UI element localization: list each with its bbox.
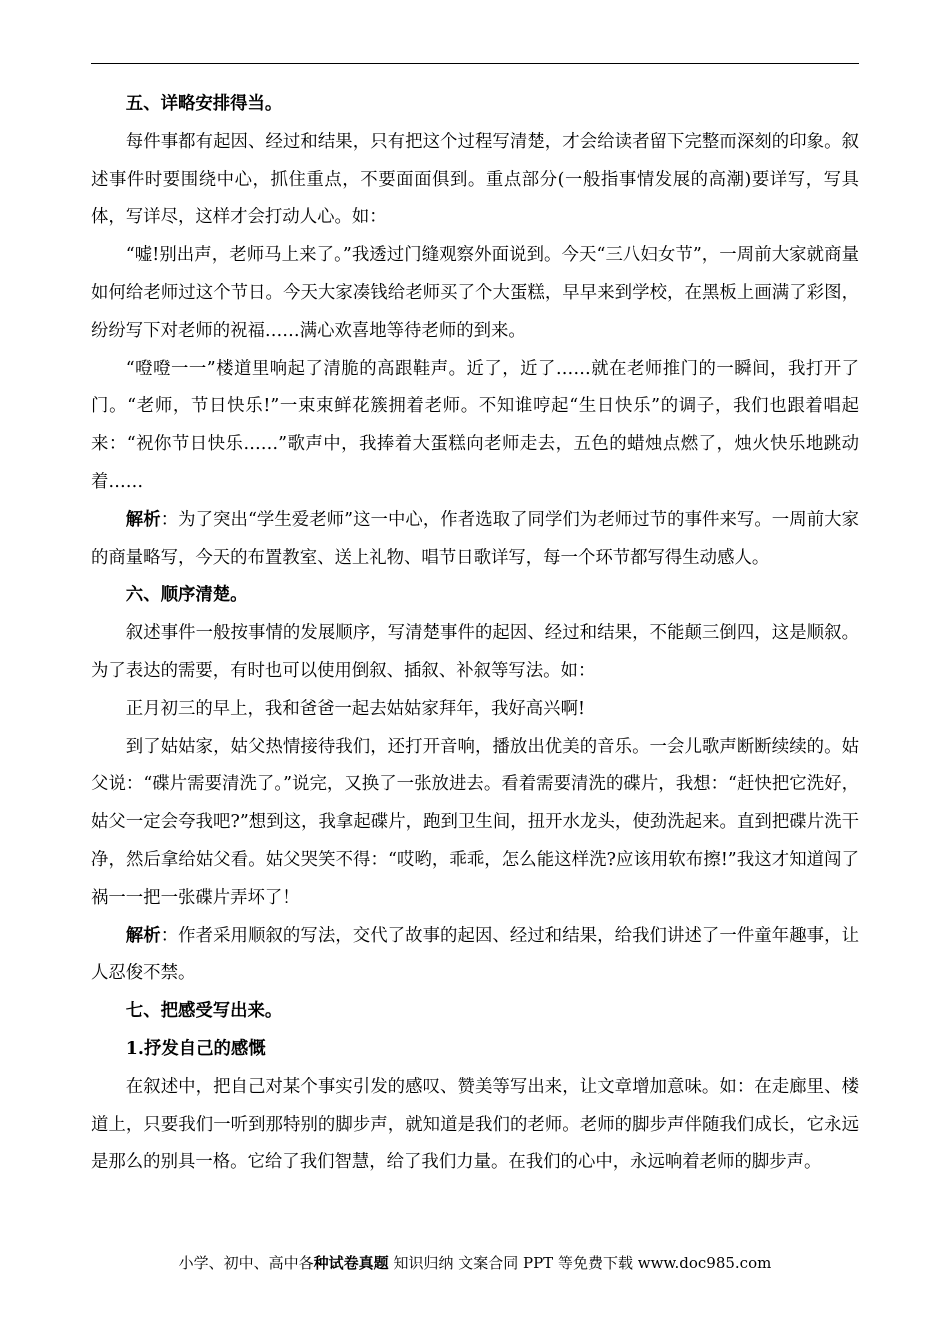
header-rule xyxy=(91,63,859,64)
body-paragraph: 到了姑姑家，姑父热情接待我们，还打开音响，播放出优美的音乐。一会儿歌声断断续续的。姑父说：“碟片需要清洗了。”说完，又换了一张放进去。看着需要清洗的碟片，我想：“赶快把它洗好，姑父一定会夸我吧?”想到这，我拿起碟片，跑到卫生间，扭开水龙头，使劲洗起来。直到把碟片洗干净，然后拿给姑父看。姑父哭笑不得：“哎哟，乖乖，怎么能这样洗?应该用软布擦!”我这才知道闯了祸一一把一张碟片弄坏了！ xyxy=(91,736,859,908)
body-paragraph: 在叙述中，把自己对某个事实引发的感叹、赞美等写出来，让文章增加意味。如：在走廊里、楼道上，只要我们一听到那特别的脚步声，就知道是我们的老师。老师的脚步声伴随我们成长，它永远是那么的别具一格。它给了我们智慧，给了我们力量。在我们的心中，永远响着老师的脚步声。 xyxy=(91,1076,859,1173)
document-body xyxy=(91,86,859,1182)
section-heading: 六、顺序清楚。 xyxy=(125,585,248,606)
body-paragraph: 叙述事件一般按事情的发展顺序，写清楚事件的起因、经过和结果，不能颠三倒四，这是顺叙。为了表达的需要，有时也可以使用倒叙、插叙、补叙等写法。如： xyxy=(91,623,859,681)
footer xyxy=(0,1252,950,1274)
analysis-text: ：为了突出“学生爱老师”这一中心，作者选取了同学们为老师过节的事件来写。一周前大家的商量略写，今天的布置教室、送上礼物、唱节日歌详写，每一个环节都写得生动感人。 xyxy=(91,509,859,568)
body-paragraph: “噔噔一一”楼道里响起了清脆的高跟鞋声。近了，近了……就在老师推门的一瞬间，我打开了门。“老师，节日快乐!”一束束鲜花簇拥着老师。不知谁哼起“生日快乐”的调子，我们也跟着唱起来：“祝你节日快乐……”歌声中，我捧着大蛋糕向老师走去，五色的蜡烛点燃了，烛火快乐地跳动着…… xyxy=(91,358,859,492)
footer-text: 小学、初中、高中各 xyxy=(178,1254,314,1272)
analysis-text: ：作者采用顺叙的写法，交代了故事的起因、经过和结果，给我们讲述了一件童年趣事，让人忍俊不禁。 xyxy=(91,925,859,984)
body-paragraph: “嘘!别出声，老师马上来了。”我透过门缝观察外面说到。今天“三八妇女节”，一周前大家就商量如何给老师过这个节日。今天大家凑钱给老师买了个大蛋糕，早早来到学校，在黑板上画满了彩图，纷纷写下对老师的祝福……满心欢喜地等待老师的到来。 xyxy=(91,245,859,341)
section-heading: 五、详略安排得当。 xyxy=(125,94,283,114)
footer-text-rest: 知识归纳 文案合同 PPT 等免费下载 xyxy=(388,1254,638,1272)
section-heading: 1.抒发自己的感慨 xyxy=(125,1038,266,1059)
body-paragraph: 正月初三的早上，我和爸爸一起去姑姑家拜年，我好高兴啊! xyxy=(125,698,585,719)
analysis-paragraph xyxy=(91,918,859,994)
analysis-label: 解析 xyxy=(125,925,161,946)
analysis-paragraph xyxy=(91,502,859,578)
footer-url[interactable]: www.doc985.com xyxy=(637,1254,772,1272)
analysis-label: 解析 xyxy=(125,509,161,530)
section-heading: 七、把感受写出来。 xyxy=(125,1001,283,1022)
body-paragraph: 每件事都有起因、经过和结果，只有把这个过程写清楚，才会给读者留下完整而深刻的印象。叙述事件时要围绕中心，抓住重点，不要面面俱到。重点部分(一般指事情发展的高潮)要详写，写具体，写详尽，这样才会打动人心。如： xyxy=(91,131,859,228)
footer-text-emphasis: 种试卷真题 xyxy=(313,1254,389,1272)
